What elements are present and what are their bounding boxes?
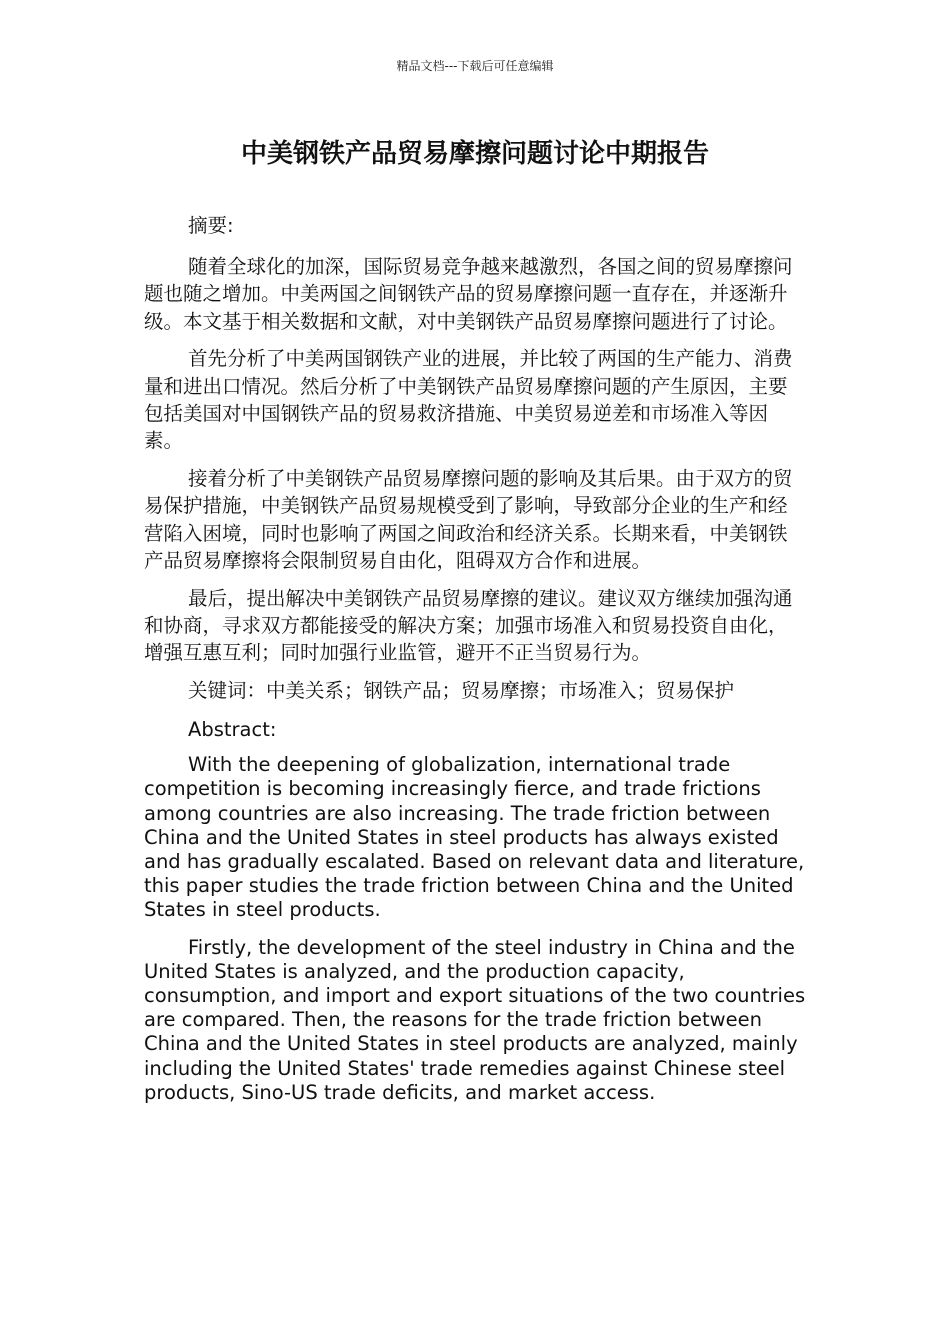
abstract-cn-paragraph-1: 随着全球化的加深，国际贸易竞争越来越激烈，各国之间的贸易摩擦问题也随之增加。中美两国之间钢铁产品的贸易摩擦问题一直存在，并逐渐升级。本文基于相关数据和文献，对中美钢铁产品贸易摩擦问题进行了讨论。 (144, 255, 793, 333)
abstract-cn-paragraph-4: 最后，提出解决中美钢铁产品贸易摩擦的建议。建议双方继续加强沟通和协商，寻求双方都能接受的解决方案；加强市场准入和贸易投资自由化，增强互惠互利；同时加强行业监管，避开不正当贸易行为。 (144, 586, 793, 665)
abstract-cn-paragraph-2: 首先分析了中美两国钢铁产业的进展，并比较了两国的生产能力、消费量和进出口情况。然后分析了中美钢铁产品贸易摩擦问题的产生原因，主要包括美国对中国钢铁产品的贸易救济措施、中美贸易逆差和市场准入等因素。 (144, 347, 793, 453)
header-note: 精品文档---下载后可任意编辑 (396, 59, 554, 73)
keywords-line: 关键词：中美关系；钢铁产品；贸易摩擦；市场准入；贸易保护 (188, 679, 735, 703)
abstract-en-paragraph-2: Firstly, the development of the steel industry in China and the United States is analyzed, and the production capacity, consumption, and import and export situations of the two countries are compared. Then, the reasons for the trade friction between China and the United States in steel products are analyzed, mainly including the United States' trade remedies against Chinese steel products, Sino-US trade deficits, and market access. (144, 935, 806, 1104)
abstract-en-paragraph-1: With the deepening of globalization, international trade competition is becoming increasingly fierce, and trade frictions among countries are also increasing. The trade friction between China and the United States in steel products has always existed and has gradually escalated. Based on relevant data and literature, this paper studies the trade friction between China and the United States in steel products. (144, 753, 805, 922)
document-body (144, 212, 806, 1118)
abstract-en-label: Abstract: (188, 718, 277, 742)
abstract-cn-paragraph-3: 接着分析了中美钢铁产品贸易摩擦问题的影响及其后果。由于双方的贸易保护措施，中美钢铁产品贸易规模受到了影响，导致部分企业的生产和经营陷入困境，同时也影响了两国之间政治和经济关系。长期来看，中美钢铁产品贸易摩擦将会限制贸易自由化，阻碍双方合作和进展。 (144, 467, 793, 572)
abstract-cn-label: 摘要: (188, 214, 234, 237)
document-title: 中美钢铁产品贸易摩擦问题讨论中期报告 (240, 139, 709, 169)
